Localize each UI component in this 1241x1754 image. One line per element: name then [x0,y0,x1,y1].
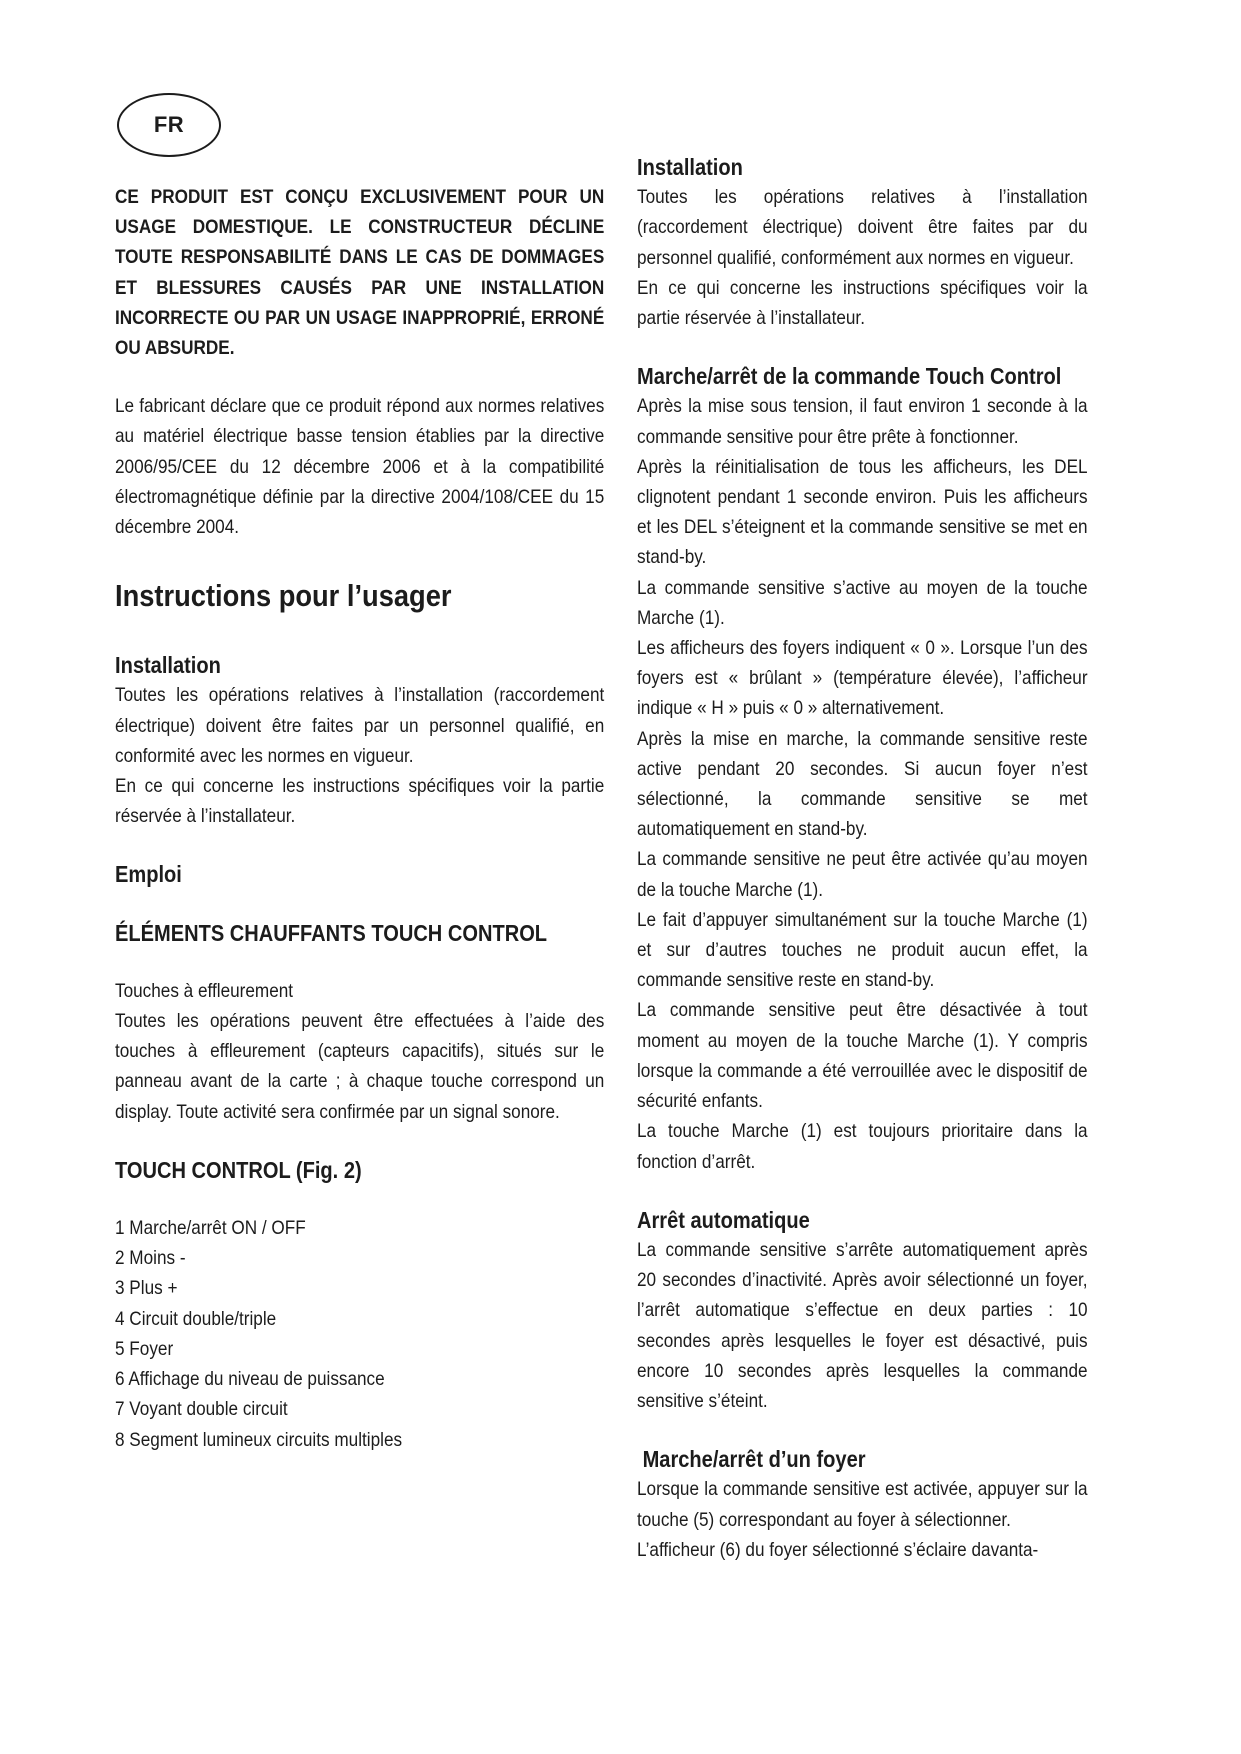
list-item: 3 Plus + [115,1277,178,1300]
list-item: 4 Circuit double/triple [115,1307,277,1330]
foyer-heading: Marche/arrêt d’un foyer [637,1446,866,1473]
list-item: 7 Voyant double circuit [115,1398,288,1421]
right-column [637,152,1088,1565]
marche-heading: Marche/arrêt de la commande Touch Control [637,363,1062,390]
list-item: 1 Marche/arrêt ON / OFF [115,1217,306,1240]
marche-paragraph: La commande sensitive ne peut être activée qu’au moyen de la touche Marche (1). [637,848,1088,901]
compliance-declaration: Le fabricant déclare que ce produit répond aux normes relatives au matériel électrique basse tension établies par la directive 2006/95/CEE du 12 décembre 2006 et à la compatibilité électromagnétique définie par la directive 2004/108/CEE du 15 décembre 2004. [115,395,605,539]
list-item: 2 Moins - [115,1247,186,1270]
marche-paragraph: Le fait d’appuyer simultanément sur la touche Marche (1) et sur d’autres touches ne produit aucun effet, la commande sensitive reste en stand-by. [637,908,1088,992]
foyer-paragraph: L’afficheur (6) du foyer sélectionné s’éclaire davanta- [637,1538,1039,1561]
list-item: 8 Segment lumineux circuits multiples [115,1428,403,1451]
marche-paragraph: La touche Marche (1) est toujours prioritaire dans la fonction d’arrêt. [637,1120,1088,1173]
marche-paragraph: La commande sensitive s’active au moyen de la touche Marche (1). [637,576,1088,629]
marche-paragraph: Après la mise sous tension, il faut environ 1 seconde à la commande sensitive pour être prête à fonctionner. [637,395,1088,448]
main-title: Instructions pour l’usager [115,578,452,614]
marche-paragraph: La commande sensitive peut être désactivée à tout moment au moyen de la touche Marche (1). Y compris lorsque la commande a été verrouillée avec le dispositif de sécurité enfants. [637,999,1088,1113]
marche-paragraph: Après la réinitialisation de tous les afficheurs, les DEL clignotent pendant 1 seconde environ. Puis les afficheurs et les DEL s’éteignent et la commande sensitive se met en stand-by. [637,455,1088,569]
installation-paragraph: En ce qui concerne les instructions spécifiques voir la partie réservée à l’installateur. [637,276,1088,330]
touch-control-legend [115,1213,604,1455]
touches-paragraph: Toutes les opérations peuvent être effectuées à l’aide des touches à effleurement (capteurs capacitifs), situés sur le panneau avant de la carte ; à chaque touche correspond un display. Toute activité sera confirmée par un signal sonore. [115,1010,605,1123]
touches-intro: Touches à effleurement [115,979,294,1002]
installation-heading: Installation [115,652,221,679]
installation-paragraph: Toutes les opérations relatives à l’installation (raccordement électrique) doivent être faites par du personnel qualifié, conformément aux normes en vigueur. [637,186,1088,269]
marche-paragraph: Les afficheurs des foyers indiquent « 0 ». Lorsque l’un des foyers est « brûlant » (température élevée), l’afficheur indique « H » puis « 0 » alternativement. [637,637,1088,720]
left-column [115,182,604,1455]
marche-paragraph: Après la mise en marche, la commande sensitive reste active pendant 20 secondes. Si aucun foyer n’est sélectionné, la commande sensitive se met automatiquement en stand-by. [637,727,1088,841]
language-code: FR [153,112,185,137]
emploi-heading: Emploi [115,861,182,888]
arret-paragraph: La commande sensitive s’arrête automatiquement après 20 secondes d’inactivité. Après avoir sélectionné un foyer, l’arrêt automatique s’effectue en deux parties : 10 secondes après lesquelles le foyer est désactivé, puis encore 10 secondes après lesquelles la commande sensitive s’éteint. [637,1238,1088,1412]
list-item: 5 Foyer [115,1337,174,1360]
foyer-paragraph: Lorsque la commande sensitive est activée, appuyer sur la touche (5) correspondant au foyer à sélectionner. [637,1478,1088,1531]
safety-warning: CE PRODUIT EST CONÇU EXCLUSIVEMENT POUR UN USAGE DOMESTIQUE. LE CONSTRUCTEUR DÉCLINE TOUTE RESPONSABILITÉ DANS LE CAS DE DOMMAGES ET BLESSURES CAUSÉS PAR UNE INSTALLATION INCORRECTE OU PAR UN USAGE INAPPROPRIÉ, ERRONÉ OU ABSURDE. [115,186,605,360]
list-item: 6 Affichage du niveau de puissance [115,1368,385,1391]
elements-heading: ÉLÉMENTS CHAUFFANTS TOUCH CONTROL [115,919,548,946]
installation-heading: Installation [637,154,743,180]
installation-paragraph: En ce qui concerne les instructions spécifiques voir la partie réservée à l’installateur. [115,775,605,828]
installation-paragraph: Toutes les opérations relatives à l’installation (raccordement électrique) doivent être faites par un personnel qualifié, en conformité avec les normes en vigueur. [115,684,605,767]
arret-heading: Arrêt automatique [637,1206,810,1233]
touch-control-heading: TOUCH CONTROL (Fig. 2) [115,1156,362,1183]
language-badge [117,93,221,157]
